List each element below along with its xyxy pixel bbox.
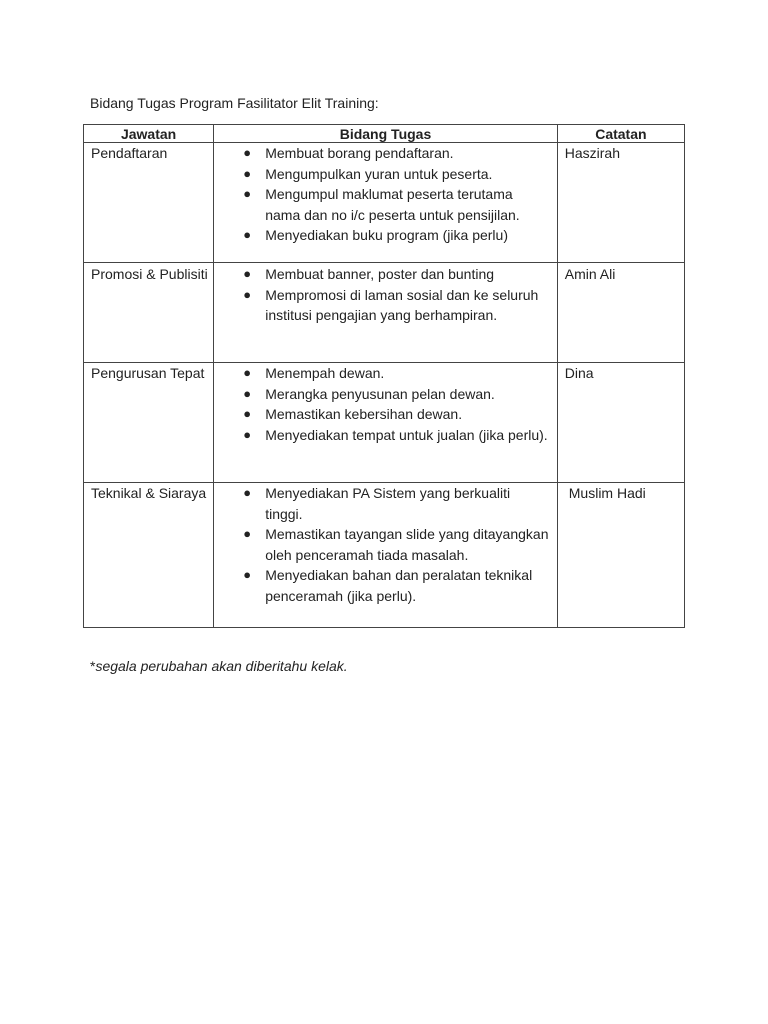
role-text: Teknikal & Siaraya [91,485,207,501]
role-cell [84,143,214,263]
bullet-icon: ● [243,385,252,401]
footnote [90,657,348,675]
task-item [243,384,549,405]
header-catatan: Catatan [557,125,684,143]
task-text: Mengumpulkan yuran untuk peserta. [265,165,493,182]
task-item [243,425,549,446]
task-item [243,164,549,185]
task-item [243,285,549,326]
header-bidang-tugas: Bidang Tugas [214,125,558,143]
task-text: Menyediakan tempat untuk jualan (jika perlu). [265,426,548,443]
bullet-icon: ● [243,526,252,541]
bullet-icon: ● [243,365,252,380]
task-text: Menyediakan PA Sistem yang berkualiti tinggi. [265,485,511,522]
task-list [214,263,557,326]
role-text: Pengurusan Tepat [91,365,205,381]
bullet-icon: ● [243,186,252,201]
note-cell [557,143,684,263]
header-jawatan: Jawatan [84,125,214,143]
task-item [243,363,549,384]
task-text: Mengumpul maklumat peserta terutama nama dan no i/c peserta untuk pensijilan. [265,186,520,223]
task-text: Merangka penyusunan pelan dewan. [265,385,495,402]
note-text: Haszirah [564,145,621,161]
task-cell [214,143,558,263]
task-text: Memastikan tayangan slide yang ditayangkan oleh penceramah tiada masalah. [265,526,549,563]
task-item [243,264,549,285]
role-cell [84,363,214,483]
bullet-icon: ● [243,426,252,442]
task-list [214,363,557,445]
note-text: Amin Ali [564,266,616,282]
bullet-icon: ● [243,145,252,160]
task-text: Menempah dewan. [265,365,385,381]
duty-table [83,124,685,628]
note-cell [557,483,684,628]
table-row [84,263,685,363]
task-item [243,565,549,606]
task-item [243,225,549,246]
task-list [214,483,557,606]
note-cell [557,263,684,363]
task-item [243,483,549,524]
table-row [84,483,685,628]
table-body [84,143,685,628]
header-row [84,125,685,143]
task-item [243,143,549,164]
bullet-icon: ● [243,485,252,500]
table-row [84,143,685,263]
task-list [214,143,557,246]
task-cell [214,263,558,363]
bullet-icon: ● [243,406,252,421]
note-text: Dina [564,365,594,381]
note-text: Muslim Hadi [568,485,646,501]
role-cell [84,263,214,363]
bullet-icon: ● [243,165,252,181]
bullet-icon: ● [243,227,252,242]
footnote-text: segala perubahan akan diberitahu kelak. [95,658,348,674]
footnote-marker: * [90,658,96,674]
role-text: Pendaftaran [91,145,168,161]
task-text: Menyediakan buku program (jika perlu) [265,227,508,243]
task-cell [214,483,558,628]
task-item [243,524,549,565]
table-row [84,363,685,483]
task-item [243,404,549,425]
bullet-icon: ● [243,266,252,281]
role-text: Promosi & Publisiti [91,266,208,282]
task-text: Memastikan kebersihan dewan. [265,406,463,422]
task-item [243,184,549,225]
task-text: Menyediakan bahan dan peralatan teknikal penceramah (jika perlu). [265,567,533,604]
task-text: Membuat borang pendaftaran. [265,145,454,161]
task-cell [214,363,558,483]
task-text: Membuat banner, poster dan bunting [265,266,495,282]
note-cell [557,363,684,483]
bullet-icon: ● [243,286,252,302]
document-title: Bidang Tugas Program Fasilitator Elit Training: [90,95,379,111]
bullet-icon: ● [243,567,252,582]
role-cell [84,483,214,628]
table-header [84,125,685,143]
task-text: Mempromosi di laman sosial dan ke seluruh institusi pengajian yang berhampiran. [265,286,539,323]
